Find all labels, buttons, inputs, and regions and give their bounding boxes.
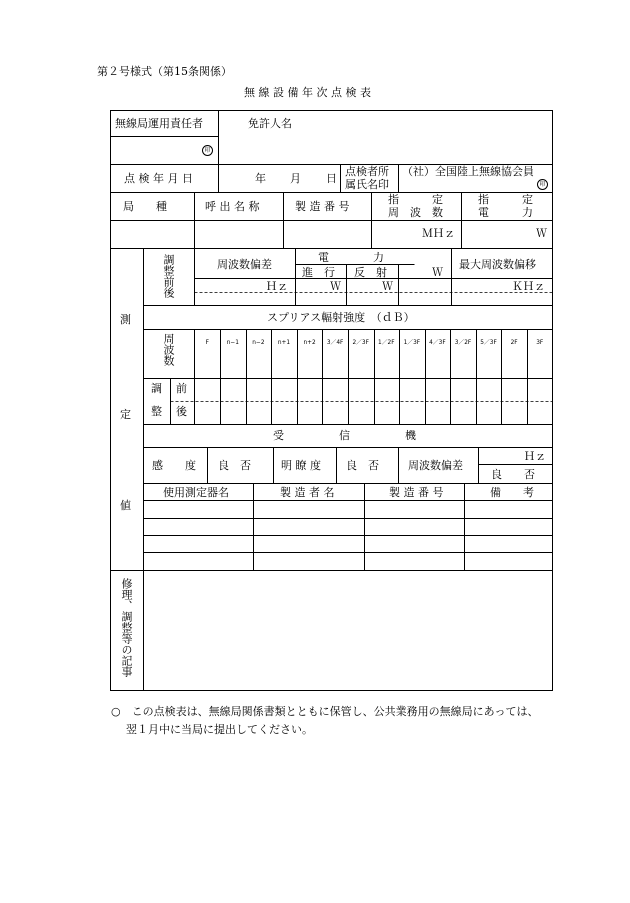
- reflect-label: 反 射: [354, 266, 387, 279]
- spurious-column-label: 2F: [510, 340, 518, 346]
- receiver-label: 受 信 機: [273, 429, 416, 442]
- side-label-measure: 測: [120, 313, 131, 326]
- spurious-column-label: n+2: [303, 340, 316, 346]
- side-label-value: 値: [120, 499, 131, 512]
- repair-notes-label: 修理、調整等の記事: [120, 578, 133, 677]
- power-label: 電 力: [318, 251, 384, 264]
- clarity-good-bad: 良 否: [346, 459, 379, 472]
- license-holder-label: 免許人名: [248, 117, 292, 130]
- hz-unit: Ｈｚ: [266, 280, 288, 293]
- footer-note-line2: 翌１月中に当局に提出してください。: [126, 723, 313, 736]
- mhz-unit: ＭＨｚ: [422, 227, 455, 240]
- reflect-watt-unit: Ｗ: [382, 280, 393, 293]
- form-number: 第２号様式（第15条関係）: [97, 65, 232, 78]
- maker-label: 製 造 者 名: [280, 486, 335, 499]
- setting-char: 整: [151, 405, 162, 418]
- call-sign-label: 呼 出 名 称: [205, 200, 260, 213]
- side-label-fixed: 定: [120, 408, 131, 421]
- operator-label: 無線局運用責任者: [115, 117, 203, 130]
- inspection-date-label: 点 検 年 月 日: [124, 172, 193, 185]
- inspector-label-1: 点検者所: [345, 165, 389, 178]
- before-label: 前: [176, 382, 187, 395]
- inspector-label-2: 属氏名印: [345, 178, 389, 191]
- rx-hz-unit: Ｈｚ: [524, 450, 546, 463]
- spurious-column-label: 3／4F: [326, 340, 344, 346]
- remarks-label: 備 考: [490, 486, 534, 499]
- max-deviation-label: 最大周波数偏移: [459, 258, 536, 271]
- seal-mark: 印: [202, 145, 213, 156]
- inspector-name: （社）全国陸上無線協会員: [402, 165, 534, 178]
- assigned-power-label-2: 電 力: [478, 206, 533, 219]
- assigned-power-label-1: 指 定: [478, 193, 533, 206]
- spurious-column-label: 2／3F: [352, 340, 369, 346]
- spurious-column-label: 3／2F: [454, 340, 472, 346]
- spurious-column-label: 5／3F: [480, 340, 497, 346]
- assigned-frequency-label-1: 指 定: [388, 193, 443, 206]
- spurious-column-label: n−2: [252, 340, 265, 346]
- footer-note-line1: ○ この点検表は、無線局関係書類とともに保管し、公共業務用の無線局にあっては、: [111, 705, 539, 718]
- month-label: 月: [290, 172, 301, 185]
- year-label: 年: [255, 172, 266, 185]
- instrument-name-label: 使用測定器名: [163, 486, 229, 499]
- power-unit: Ｗ: [536, 227, 547, 240]
- power-watt-unit: Ｗ: [432, 266, 443, 279]
- forward-label: 進 行: [302, 266, 335, 279]
- day-label: 日: [326, 172, 337, 185]
- sensitivity-label: 感 度: [152, 459, 196, 472]
- spurious-column-label: 1／2F: [378, 340, 395, 346]
- rx-freq-deviation-label: 周波数偏差: [408, 459, 463, 472]
- spurious-column-label: 4／3F: [429, 340, 446, 346]
- spurious-column-label: n+1: [277, 340, 291, 346]
- station-type-label: 局 種: [123, 200, 167, 213]
- page-title: 無 線 設 備 年 次 点 検 表: [244, 86, 371, 99]
- freq-deviation-label: 周波数偏差: [217, 258, 272, 271]
- instrument-serial-label: 製 造 番 号: [389, 486, 444, 499]
- spurious-column-label: n−1: [226, 340, 239, 346]
- sensitivity-good-bad: 良 否: [218, 459, 251, 472]
- spurious-column-label: 3F: [536, 340, 544, 346]
- khz-unit: ＫＨｚ: [512, 280, 545, 293]
- spurious-column-label: 1／3F: [403, 340, 421, 346]
- serial-number-label: 製 造 番 号: [295, 200, 350, 213]
- adjust-char: 調: [151, 382, 162, 395]
- spurious-label: スプリアス輻射強度 （ｄＢ）: [267, 311, 415, 324]
- assigned-frequency-label-2: 周 波 数: [388, 206, 443, 219]
- forward-watt-unit: Ｗ: [330, 280, 341, 293]
- inspector-seal: 印: [537, 179, 548, 190]
- spurious-column-label: F: [205, 340, 209, 346]
- frequency-vertical-label: 周波数: [162, 333, 175, 366]
- clarity-label: 明 瞭 度: [281, 459, 321, 472]
- adjust-before-after-label: 調整前後: [162, 254, 175, 298]
- after-label: 後: [176, 405, 187, 418]
- rx-good-bad: 良 否: [491, 468, 535, 481]
